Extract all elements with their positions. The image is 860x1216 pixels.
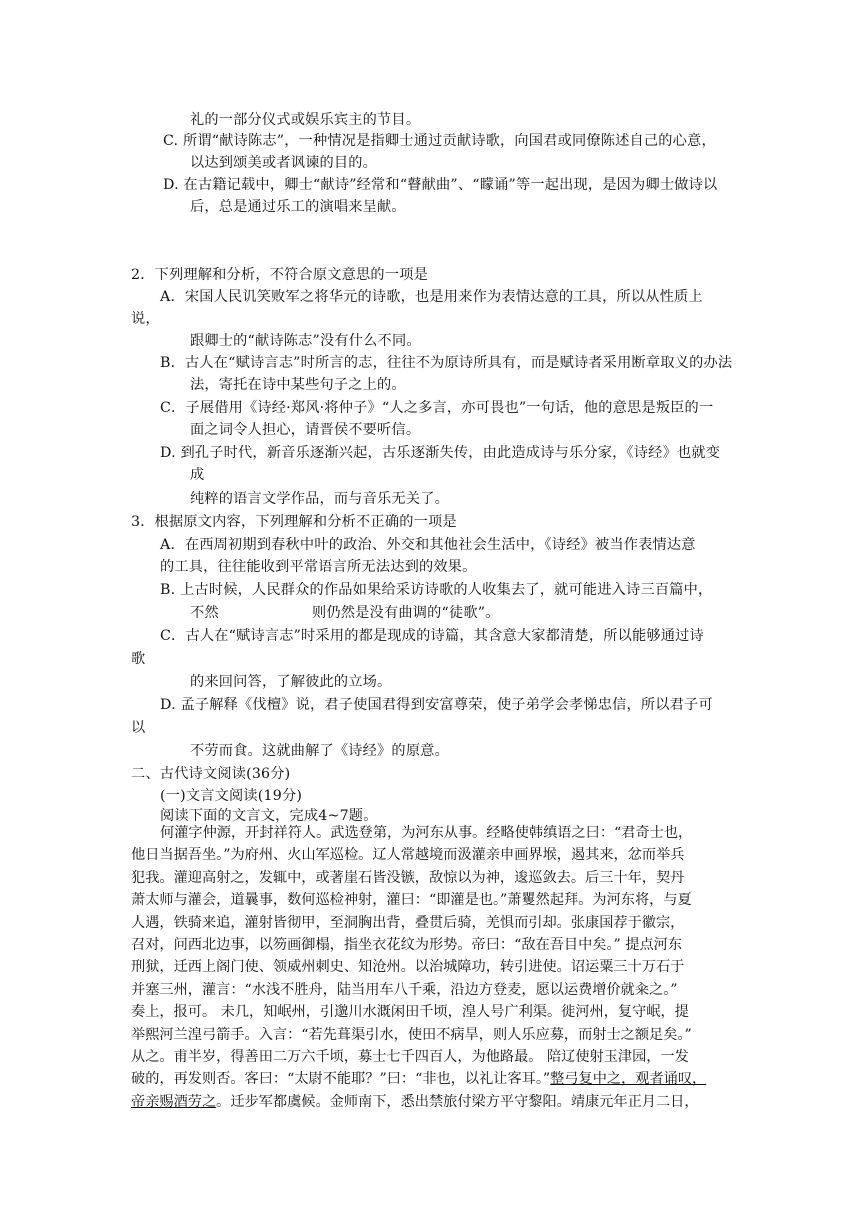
- passage-line: 奏上，报可。 未几，知岷州，引邈川水溉闲田千顷，湟人号广利渠。徙河州，复守岷，提: [131, 1004, 689, 1021]
- q3-option-a-line2: 的工具，往往能收到平常语言所无法达到的效果。: [160, 559, 477, 575]
- passage-line: 召对，问西北边事，以笏画御榻，指坐衣花纹为形势。帝曰：“敌在吾目中矣。” 提点河东: [131, 936, 683, 953]
- passage-text: 破的，再发则否。客曰：“太尉不能耶？”曰：“非也，以礼让客耳。”: [131, 1071, 551, 1088]
- q3-option-d-line2: 以: [131, 720, 146, 736]
- q3-option-d-line1: D. 孟子解释《伐檀》说，君子使国君得到安富尊荣，使子弟学会孝悌忠信，所以君子可: [160, 697, 713, 713]
- q2-option-b-line1: B．古人在“赋诗言志”时所言的志，往往不为原诗所具有，而是赋诗者采用断章取义的办法: [160, 355, 733, 371]
- q2-option-a-line1: A．宋国人民讥笑败军之将华元的诗歌，也是用来作为表情达意的工具，所以从性质上: [160, 289, 703, 305]
- passage-text: 。迁步军都虞候。金师南下，悉出禁旅付梁方平守黎阳。靖康元年正月二日，: [216, 1093, 699, 1110]
- passage-line: 何灌字仲源，开封祥符人。武选登第，为河东从事。经略使韩缜语之曰：“君奇士也，: [160, 825, 693, 841]
- q2-option-d-line1: D. 到孔子时代，新音乐逐渐兴起，古乐逐渐失传，由此造成诗与乐分家，《诗经》也就变: [160, 445, 721, 461]
- classical-passage: [131, 822, 731, 1113]
- q1-option-c-line2: 以达到颂美或者讽谏的目的。: [190, 155, 378, 171]
- q2-option-d-line3: 纯粹的语言文学作品，而与音乐无关了。: [190, 491, 449, 507]
- reading-instruction: 阅读下面的文言文，完成4~7题。: [160, 808, 378, 824]
- q3-stem: 3．根据原文内容，下列理解和分析不正确的一项是: [131, 514, 457, 530]
- passage-line: 并塞三州，灌言：“水浅不胜舟，陆当用车八千乘，沿边方登麦，愿以运费增价就籴之。”: [131, 981, 678, 998]
- q3-option-d-line3: 不劳而食。这就曲解了《诗经》的原意。: [190, 743, 449, 759]
- subsection-heading: (一)文言文阅读(19分): [160, 788, 303, 804]
- q3-option-c-line3: 的来回问答，了解彼此的立场。: [190, 674, 392, 690]
- q3-option-b-line2-part2: 则仍然是没有曲调的“徒歌”。: [312, 605, 500, 621]
- q3-option-a-line1: A．在西周初期到春秋中叶的政治、外交和其他社会生活中，《诗经》被当作表情达意: [160, 537, 696, 553]
- passage-line: 人遇，铁骑来追，灌射皆彻甲，至洞胸出背，叠贯后骑，羌惧而引却。张康国荐于徽宗，: [131, 914, 685, 931]
- q3-option-b-line2-part1: 不然: [190, 605, 219, 621]
- passage-line: 萧太师与灌会，道曩事，数何巡检神射，灌曰：“即灌是也。”萧矍然起拜。为河东将，与夏: [131, 892, 692, 909]
- passage-line: [131, 1091, 731, 1113]
- q1-b-continuation: 礼的一部分仪式或娱乐宾主的节目。: [190, 112, 421, 128]
- passage-line: 刑狱，迁西上阁门使、领威州刺史、知沧州。以治城障功，转引进使。诏运粟三十万石于: [131, 959, 685, 976]
- q2-option-a-line2: 说，: [131, 311, 160, 327]
- passage-line: [131, 1068, 731, 1090]
- passage-line: 举熙河兰湟弓箭手。入言：“若先葺渠引水，使田不病旱，则人乐应募，而射士之额足矣。”: [131, 1026, 692, 1043]
- q2-option-a-line3: 跟卿士的“献诗陈志”没有什么不同。: [190, 333, 421, 349]
- q1-option-c-line1: C. 所谓“献诗陈志”，一种情况是指卿士通过贡献诗歌，向国君或同僚陈述自己的心意，: [163, 133, 716, 149]
- section-heading: 二、古代诗文阅读(36分): [131, 766, 291, 782]
- q2-stem: 2．下列理解和分析，不符合原文意思的一项是: [131, 267, 428, 283]
- q1-option-d-line2: 后，总是通过乐工的演唱来呈献。: [190, 199, 406, 215]
- underlined-sentence-part1: 整弓复中之，观者诵叹，: [550, 1071, 707, 1088]
- q2-option-c-line2: 面之词令人担心，请晋侯不要听信。: [190, 422, 421, 438]
- q2-option-d-line2: 成: [190, 467, 205, 483]
- passage-line: 他日当据吾坐。”为府州、火山军巡检。辽人常越境而汲灌亲申画界堠，遏其来，忿而举兵: [131, 847, 685, 864]
- q3-option-c-line1: C．古人在“赋诗言志”时采用的都是现成的诗篇，其含意大家都清楚，所以能够通过诗: [160, 628, 704, 644]
- underlined-sentence-part2: 帝亲赐酒劳之: [131, 1093, 217, 1110]
- q2-option-b-line2: 法，寄托在诗中某些句子之上的。: [190, 377, 406, 393]
- q2-option-c-line1: C．子展借用《诗经·郑风·将仲子》“人之多言，亦可畏也”一句话，他的意思是叛臣的一: [160, 400, 714, 416]
- passage-line: 从之。甫半岁，得善田二万六千顷，募士七千四百人，为他路最。 陪辽使射玉津园，一发: [131, 1048, 689, 1065]
- passage-line: 犯我。灌迎高射之，发辄中，或著崖石皆没镞，敌惊以为神，逡巡敛去。后三十年，契丹: [131, 869, 685, 886]
- q3-option-c-line2: 歌: [131, 651, 146, 667]
- q1-option-d-line1: D. 在古籍记载中，卿士“献诗”经常和“瞽献曲”、“矇诵”等一起出现，是因为卿士做诗以: [163, 177, 718, 193]
- q3-option-b-line1: B. 上古时候，人民群众的作品如果给采访诗歌的人收集去了，就可能进入诗三百篇中，: [160, 582, 713, 598]
